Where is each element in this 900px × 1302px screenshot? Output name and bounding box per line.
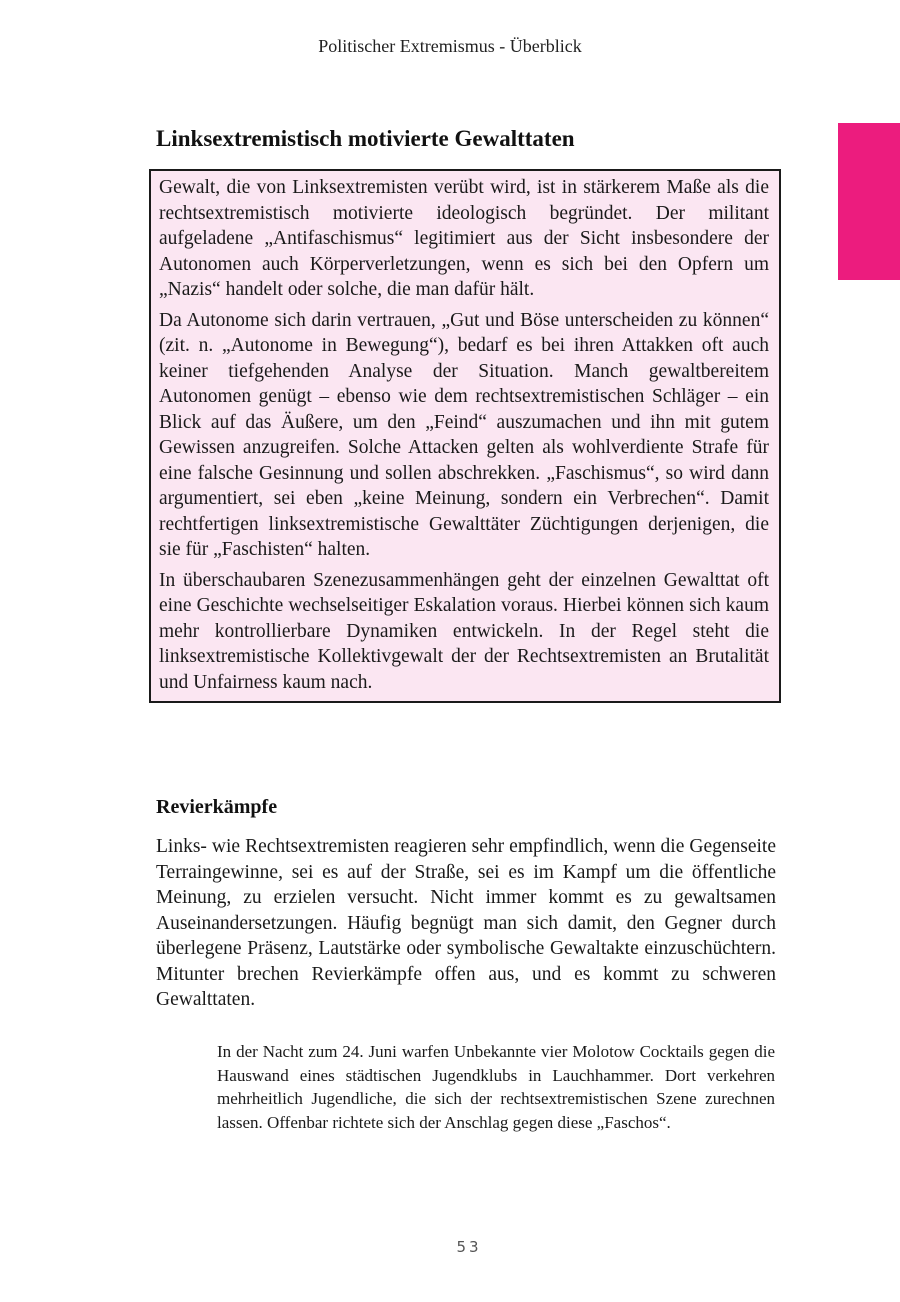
example-quote: In der Nacht zum 24. Juni warfen Unbekannte vier Molotow Cocktails gegen die Hauswand eines städtischen Jugendklubs in Lauchhammer. Dort verkehren mehrheitlich Jugendliche, die sich der rechtsextremistischen Szene zurechnen lassen. Offenbar richtete sich der Anschlag gegen diese „Faschos“. — [217, 1042, 775, 1132]
subsection-title: Revierkämpfe — [156, 796, 278, 818]
chapter-marker-tab — [838, 123, 900, 280]
box-paragraph: Da Autonome sich darin vertrauen, „Gut und Böse unterscheiden zu können“ (zit. n. „Autonome in Bewegung“), bedarf es bei ihren Attakken oft auch keiner tiefgehenden Analyse der Situation. Manch gewaltbereitem Autonomen genügt – ebenso wie dem rechtsextremistischen Schläger – ein Blick auf das Äußere, um den „Feind“ auszumachen und ihn mit gutem Gewissen anzugreifen. Solche Attacken gelten als wohlverdiente Strafe für eine falsche Gesinnung und sollen abschrekken. „Faschismus“, so wird dann argumentiert, sei eben „keine Meinung, sondern ein Verbrechen“. Damit rechtfertigen linksextremistische Gewalttäter Züchtigungen derjenigen, die sie für „Faschisten“ halten. — [159, 309, 769, 560]
running-header: Politischer Extremismus - Überblick — [318, 36, 582, 56]
page-number: 53 — [456, 1238, 482, 1256]
body-paragraph: Links- wie Rechtsextremisten reagieren sehr empfindlich, wenn die Gegenseite Terraingewinne, sei es auf der Straße, sei es im Kampf um die öffentliche Meinung, zu erzielen versucht. Nicht immer kommt es zu gewaltsamen Auseinandersetzungen. Häufig begnügt man sich damit, den Gegner durch überlegene Präsenz, Lautstärke oder symbolische Gewaltakte einzuschüchtern. Mitunter brechen Revierkämpfe offen aus, und es kommt zu schweren Gewalttaten. — [156, 836, 776, 1010]
box-paragraph: Gewalt, die von Linksextremisten verübt wird, ist in stärkerem Maße als die rechtsextremistisch motivierte ideologisch begründet. Der militant aufgeladene „Antifaschismus“ legitimiert aus der Sicht insbesondere der Autonomen auch Körperverletzungen, wenn es sich bei den Opfern um „Nazis“ handelt oder solche, die man dafür hält. — [159, 177, 769, 300]
section-title: Linksextremistisch motivierte Gewalttaten — [156, 126, 575, 151]
box-paragraph: In überschaubaren Szenezusammenhängen geht der einzelnen Gewalttat oft eine Geschichte wechselseitiger Eskalation voraus. Hierbei können sich kaum mehr kontrollierbare Dynamiken entwickeln. In der Regel steht die linksextremistische Kollektivgewalt der der Rechtsextremisten an Brutalität und Unfairness kaum nach. — [159, 569, 769, 693]
highlight-box — [149, 169, 781, 703]
